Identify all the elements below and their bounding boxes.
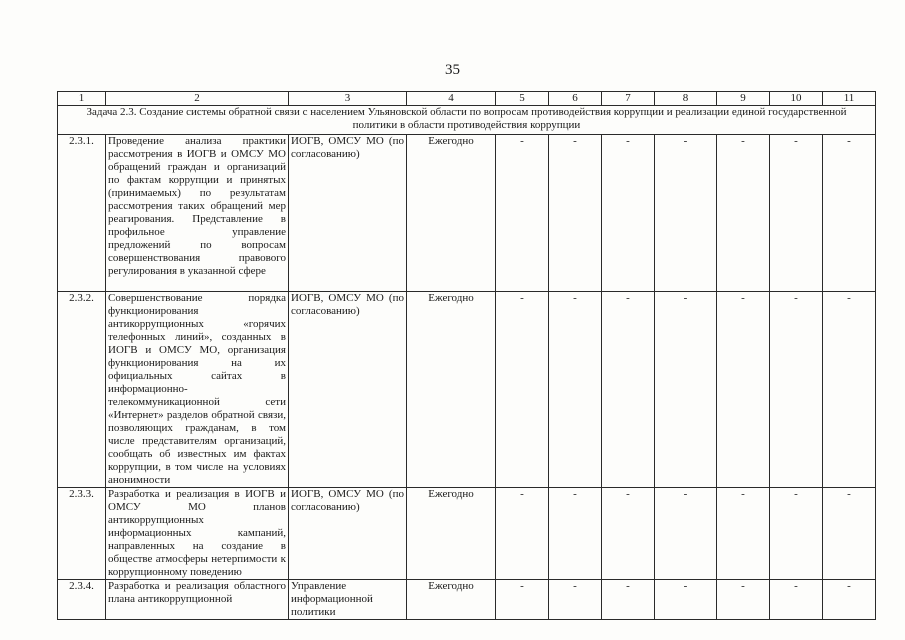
column-number-row [58,92,876,106]
responsible-text: ИОГВ, ОМСУ МО (по согласованию) [289,135,407,292]
measure-text: Разработка и реализация областного плана антикоррупционной [106,580,289,620]
table-row [58,135,876,292]
value-cell: - [770,292,823,488]
column-header: 1 [58,92,106,106]
value-cell: - [655,580,717,620]
table-row [58,580,876,620]
measures-table [57,91,876,620]
column-header: 11 [823,92,876,106]
row-number: 2.3.2. [58,292,106,488]
value-cell: - [496,292,549,488]
value-cell: - [549,292,602,488]
task-heading-row [58,106,876,135]
measure-text: Совершенствование порядка функционирования антикоррупционных «горячих телефонных линий», созданных в ИОГВ и ОМСУ МО, организация функционирования на их официальных сайтах в информационно-телекоммуникационной сети «Интернет» разделов обратной связи, позволяющих гражданам, в том числе представителям организаций, сообщать об известных им фактах коррупции, в том числе на условиях анонимности [106,292,289,488]
value-cell: - [496,488,549,580]
column-header: 8 [655,92,717,106]
column-header: 10 [770,92,823,106]
value-cell: - [549,135,602,292]
column-header: 3 [289,92,407,106]
responsible-text: Управление информационной политики [289,580,407,620]
value-cell: - [655,135,717,292]
value-cell: - [770,488,823,580]
value-cell: - [717,580,770,620]
task-title: Задача 2.3. Создание системы обратной связи с населением Ульяновской области по вопросам противодействия коррупции и реализации единой государственной политики в области противодействия коррупции [58,106,876,135]
value-cell: - [655,292,717,488]
column-header: 6 [549,92,602,106]
row-number: 2.3.1. [58,135,106,292]
value-cell: - [602,488,655,580]
value-cell: - [717,488,770,580]
table-row [58,488,876,580]
term-text: Ежегодно [407,580,496,620]
value-cell: - [549,488,602,580]
column-header: 7 [602,92,655,106]
value-cell: - [602,292,655,488]
page-number: 35 [445,62,460,78]
value-cell: - [770,580,823,620]
column-header: 2 [106,92,289,106]
term-text: Ежегодно [407,292,496,488]
value-cell: - [823,580,876,620]
row-number: 2.3.3. [58,488,106,580]
value-cell: - [655,488,717,580]
value-cell: - [602,135,655,292]
term-text: Ежегодно [407,135,496,292]
responsible-text: ИОГВ, ОМСУ МО (по согласованию) [289,488,407,580]
value-cell: - [823,292,876,488]
value-cell: - [496,135,549,292]
value-cell: - [823,135,876,292]
column-header: 4 [407,92,496,106]
value-cell: - [549,580,602,620]
value-cell: - [496,580,549,620]
column-header: 5 [496,92,549,106]
value-cell: - [770,135,823,292]
value-cell: - [717,292,770,488]
term-text: Ежегодно [407,488,496,580]
table-row [58,292,876,488]
row-number: 2.3.4. [58,580,106,620]
column-header: 9 [717,92,770,106]
responsible-text: ИОГВ, ОМСУ МО (по согласованию) [289,292,407,488]
value-cell: - [823,488,876,580]
value-cell: - [602,580,655,620]
measure-text: Разработка и реализация в ИОГВ и ОМСУ МО планов антикоррупционных информационных кампаний, направленных на создание в обществе атмосферы нетерпимости к коррупционному поведению [106,488,289,580]
value-cell: - [717,135,770,292]
measure-text: Проведение анализа практики рассмотрения в ИОГВ и ОМСУ МО обращений граждан и организаций по фактам коррупции и принятых (принимаемых) по результатам рассмотрения таких обращений мер реагирования. Представление в профильное управление предложений по вопросам совершенствования правового регулирования в указанной сфере [106,135,289,292]
